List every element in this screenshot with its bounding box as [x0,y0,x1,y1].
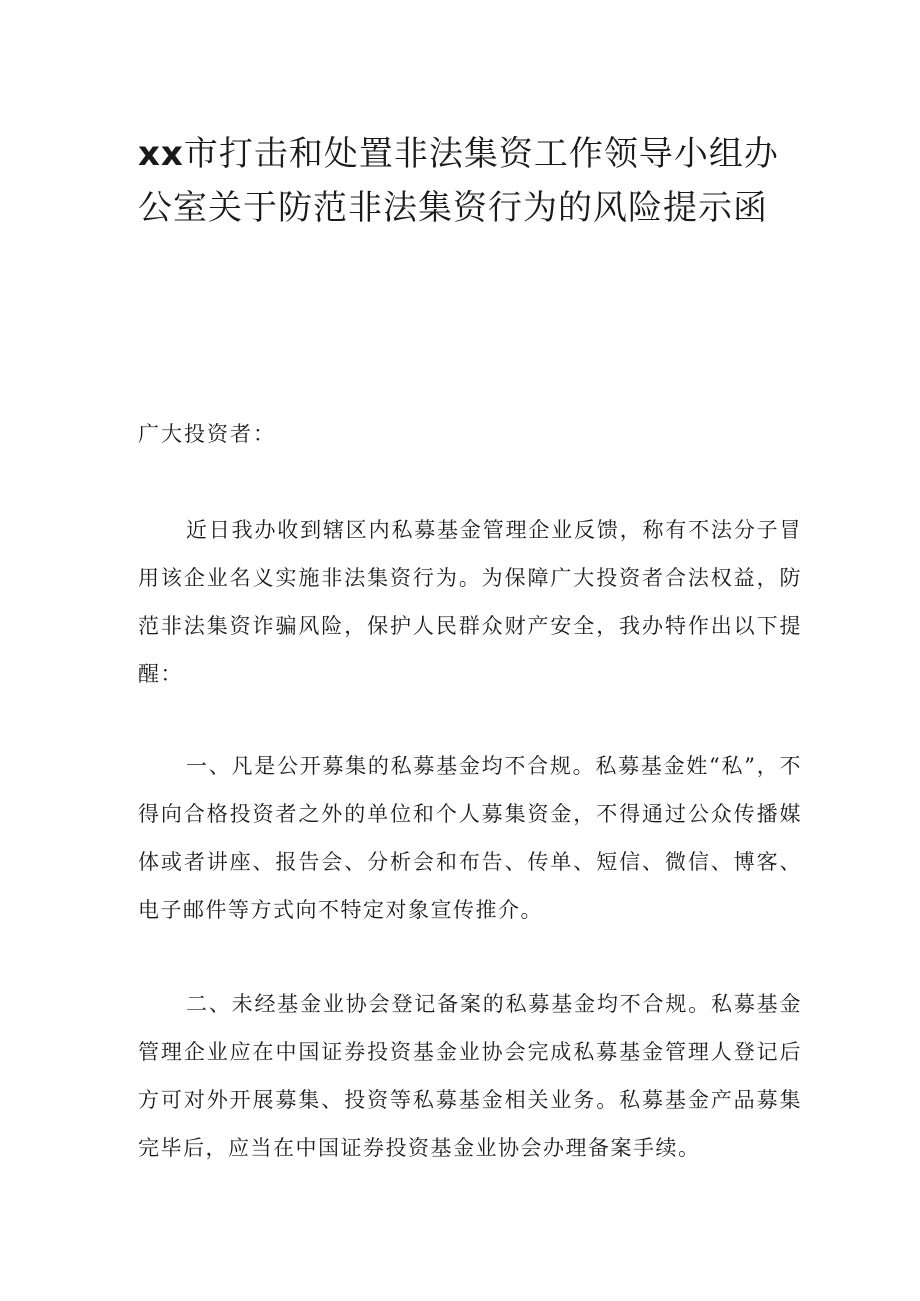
salutation: 广大投资者： [138,422,276,446]
paragraph-intro: 近日我办收到辖区内私募基金管理企业反馈，称有不法分子冒用该企业名义实施非法集资行为。为保障广大投资者合法权益，防范非法集资诈骗风险，保护人民群众财产安全，我办特作出以下提醒： [138,518,802,686]
title-prefix: xx [138,134,184,174]
paragraph-point-1: 一、凡是公开募集的私募基金均不合规。私募基金姓“私”，不得向合格投资者之外的单位和个人募集资金，不得通过公众传播媒体或者讲座、报告会、分析会和布告、传单、短信、微信、博客、电子邮件等方式向不特定对象宣传推介。 [138,754,802,922]
title-text: 市打击和处置非法集资工作领导小组办公室关于防范非法集资行为的风险提示函 [138,134,779,228]
document-title [138,127,798,235]
paragraph-point-2: 二、未经基金业协会登记备案的私募基金均不合规。私募基金管理企业应在中国证券投资基金业协会完成私募基金管理人登记后方可对外开展募集、投资等私募基金相关业务。私募基金产品募集完毕后，应当在中国证券投资基金业协会办理备案手续。 [138,992,802,1160]
